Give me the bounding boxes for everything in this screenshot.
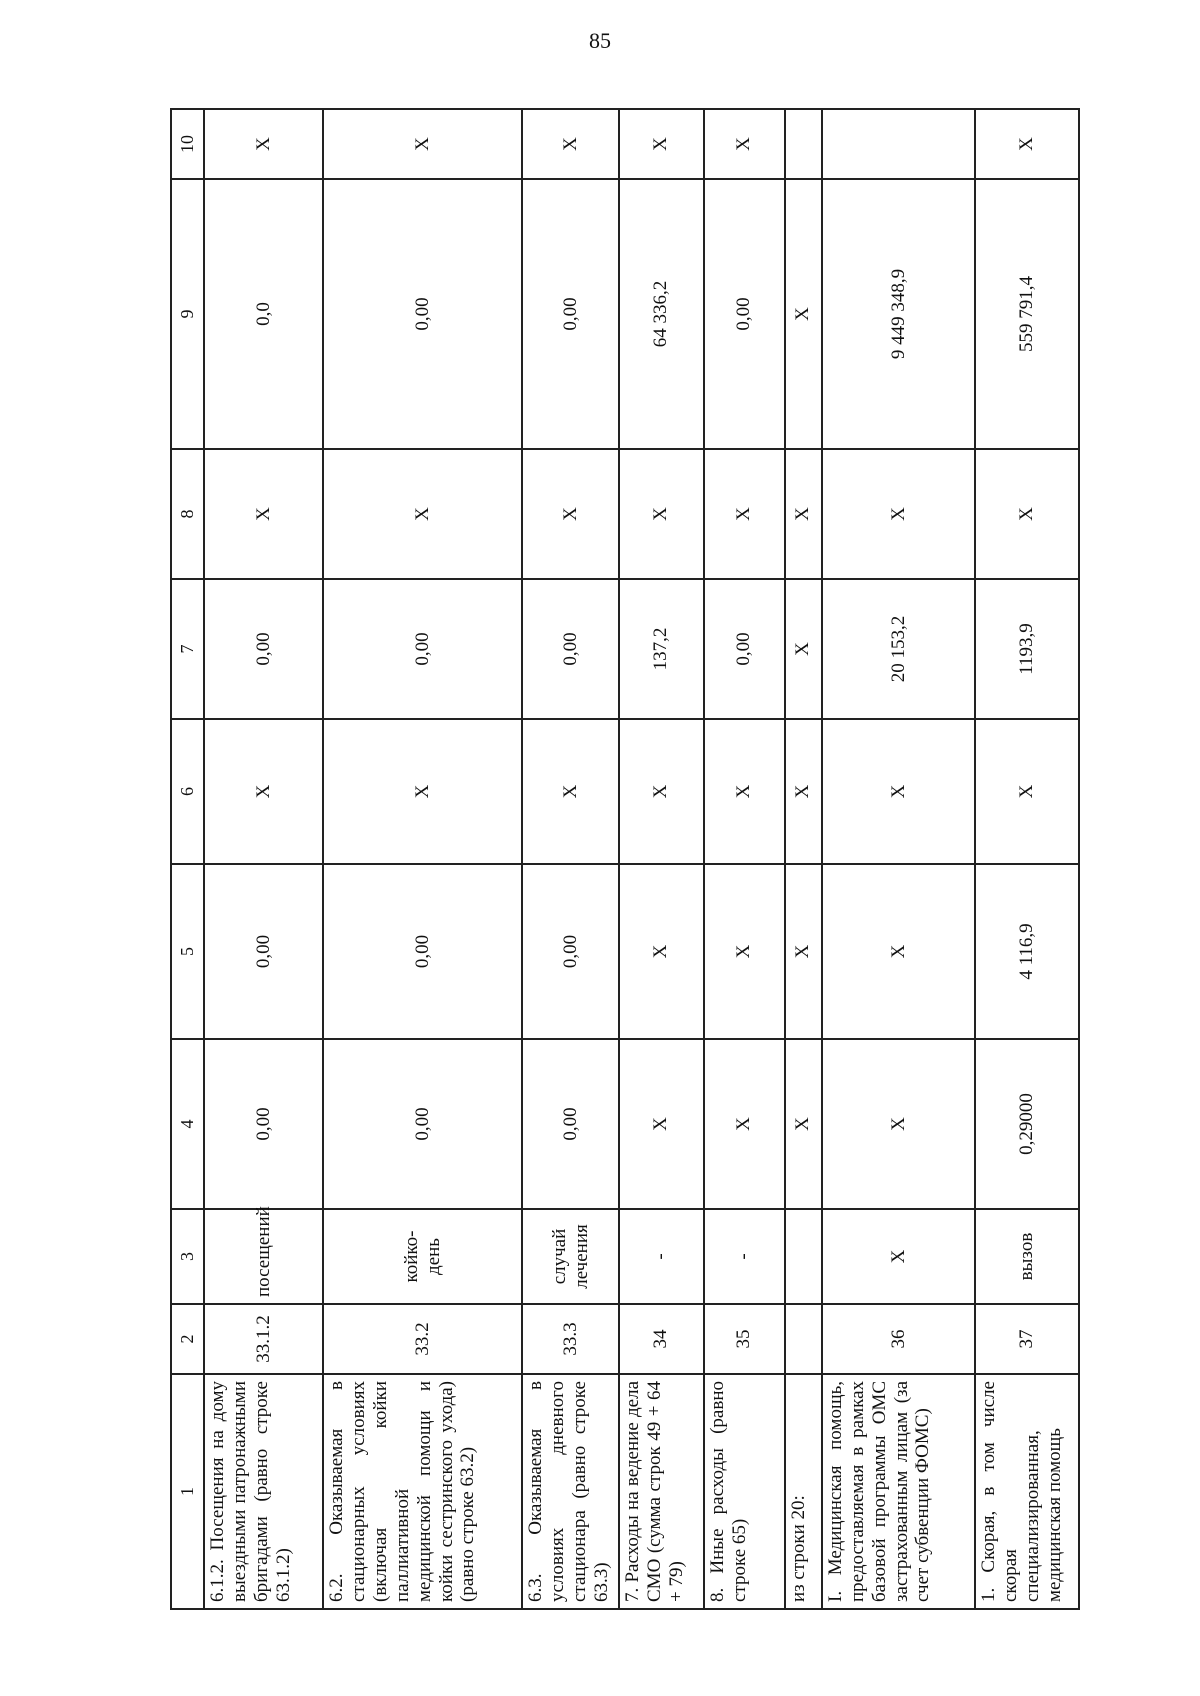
unit-cell: случай лечения [522,1209,619,1304]
header-cell: 8 [171,449,204,579]
row-label: 6.2. Оказываемая в стационарных условиях (включая койки паллиативной медицинской помощи и койки сестринского ухода) (равно строке 63.2) [323,1374,522,1609]
value-cell: 559 791,4 [975,179,1079,449]
unit-cell: койко-день [323,1209,522,1304]
unit-cell [785,1209,822,1304]
unit-cell: - [619,1209,704,1304]
table-row [619,109,704,1609]
row-code: 37 [975,1304,1079,1374]
row-code: 34 [619,1304,704,1374]
value-cell: Х [204,109,323,179]
table-row [785,109,822,1609]
value-cell: Х [522,449,619,579]
value-cell [785,109,822,179]
value-cell: Х [975,449,1079,579]
row-label: из строки 20: [785,1374,822,1609]
value-cell: Х [522,109,619,179]
header-cell: 6 [171,719,204,864]
value-cell: 64 336,2 [619,179,704,449]
value-cell: Х [785,719,822,864]
value-cell: Х [785,449,822,579]
value-cell: Х [975,109,1079,179]
header-cell: 9 [171,179,204,449]
value-cell: 0,00 [704,579,785,719]
value-cell: 0,00 [323,864,522,1039]
value-cell: Х [323,719,522,864]
value-cell: Х [822,1039,975,1209]
value-cell: 0,00 [204,864,323,1039]
value-cell: Х [822,719,975,864]
table-row [522,109,619,1609]
value-cell: Х [785,579,822,719]
header-cell: 2 [171,1304,204,1374]
value-cell: 20 153,2 [822,579,975,719]
row-code: 33.2 [323,1304,522,1374]
value-cell: Х [704,719,785,864]
value-cell: Х [785,179,822,449]
value-cell: Х [522,719,619,864]
value-cell: Х [619,719,704,864]
unit-cell: - [704,1209,785,1304]
value-cell: 0,00 [323,1039,522,1209]
row-label: 8. Иные расходы (равно строке 65) [704,1374,785,1609]
table-row [323,109,522,1609]
value-cell: 0,00 [522,179,619,449]
value-cell: Х [704,1039,785,1209]
unit-cell: вызов [975,1209,1079,1304]
value-cell: Х [619,449,704,579]
unit-cell: посещений [204,1209,323,1304]
value-cell: Х [619,109,704,179]
value-cell: 0,00 [323,579,522,719]
row-label: 6.1.2. Посещения на дому выездными патронажными бригадами (равно строке 63.1.2) [204,1374,323,1609]
value-cell: Х [785,1039,822,1209]
header-cell: 1 [171,1374,204,1609]
header-cell: 5 [171,864,204,1039]
value-cell: Х [822,449,975,579]
value-cell: 0,00 [204,1039,323,1209]
header-cell: 4 [171,1039,204,1209]
rotated-table-container [170,110,1080,1610]
header-row [171,109,204,1609]
value-cell: Х [204,449,323,579]
value-cell: 4 116,9 [975,864,1079,1039]
value-cell: Х [704,109,785,179]
value-cell: Х [704,864,785,1039]
row-code: 36 [822,1304,975,1374]
value-cell: 1193,9 [975,579,1079,719]
value-cell: Х [204,719,323,864]
value-cell: Х [619,1039,704,1209]
header-cell: 3 [171,1209,204,1304]
value-cell: Х [704,449,785,579]
table-row [204,109,323,1609]
table-row [822,109,975,1609]
value-cell: 0,00 [522,864,619,1039]
table-row [975,109,1079,1609]
value-cell: Х [323,109,522,179]
header-cell: 7 [171,579,204,719]
row-code: 33.1.2 [204,1304,323,1374]
table-row [704,109,785,1609]
value-cell [822,109,975,179]
value-cell: 0,00 [522,579,619,719]
value-cell: 0,0 [204,179,323,449]
row-label: 7. Расходы на ведение дела СМО (сумма строк 49 + 64 + 79) [619,1374,704,1609]
value-cell: Х [323,449,522,579]
page-number: 85 [589,28,611,53]
value-cell: 0,29000 [975,1039,1079,1209]
value-cell: Х [619,864,704,1039]
value-cell: 137,2 [619,579,704,719]
data-table [170,108,1080,1610]
unit-cell: Х [822,1209,975,1304]
value-cell: 9 449 348,9 [822,179,975,449]
value-cell: 0,00 [522,1039,619,1209]
value-cell: Х [975,719,1079,864]
row-label: 1. Скорая, в том числе скорая специализированная, медицинская помощь [975,1374,1079,1609]
row-code [785,1304,822,1374]
value-cell: 0,00 [204,579,323,719]
row-label: I. Медицинская помощь, предоставляемая в рамках базовой программы ОМС застрахованным лицам (за счет субвенции ФОМС) [822,1374,975,1609]
value-cell: 0,00 [323,179,522,449]
row-code: 33.3 [522,1304,619,1374]
row-code: 35 [704,1304,785,1374]
row-label: 6.3. Оказываемая в условиях дневного стационара (равно строке 63.3) [522,1374,619,1609]
header-cell: 10 [171,109,204,179]
value-cell: Х [822,864,975,1039]
value-cell: 0,00 [704,179,785,449]
value-cell: Х [785,864,822,1039]
